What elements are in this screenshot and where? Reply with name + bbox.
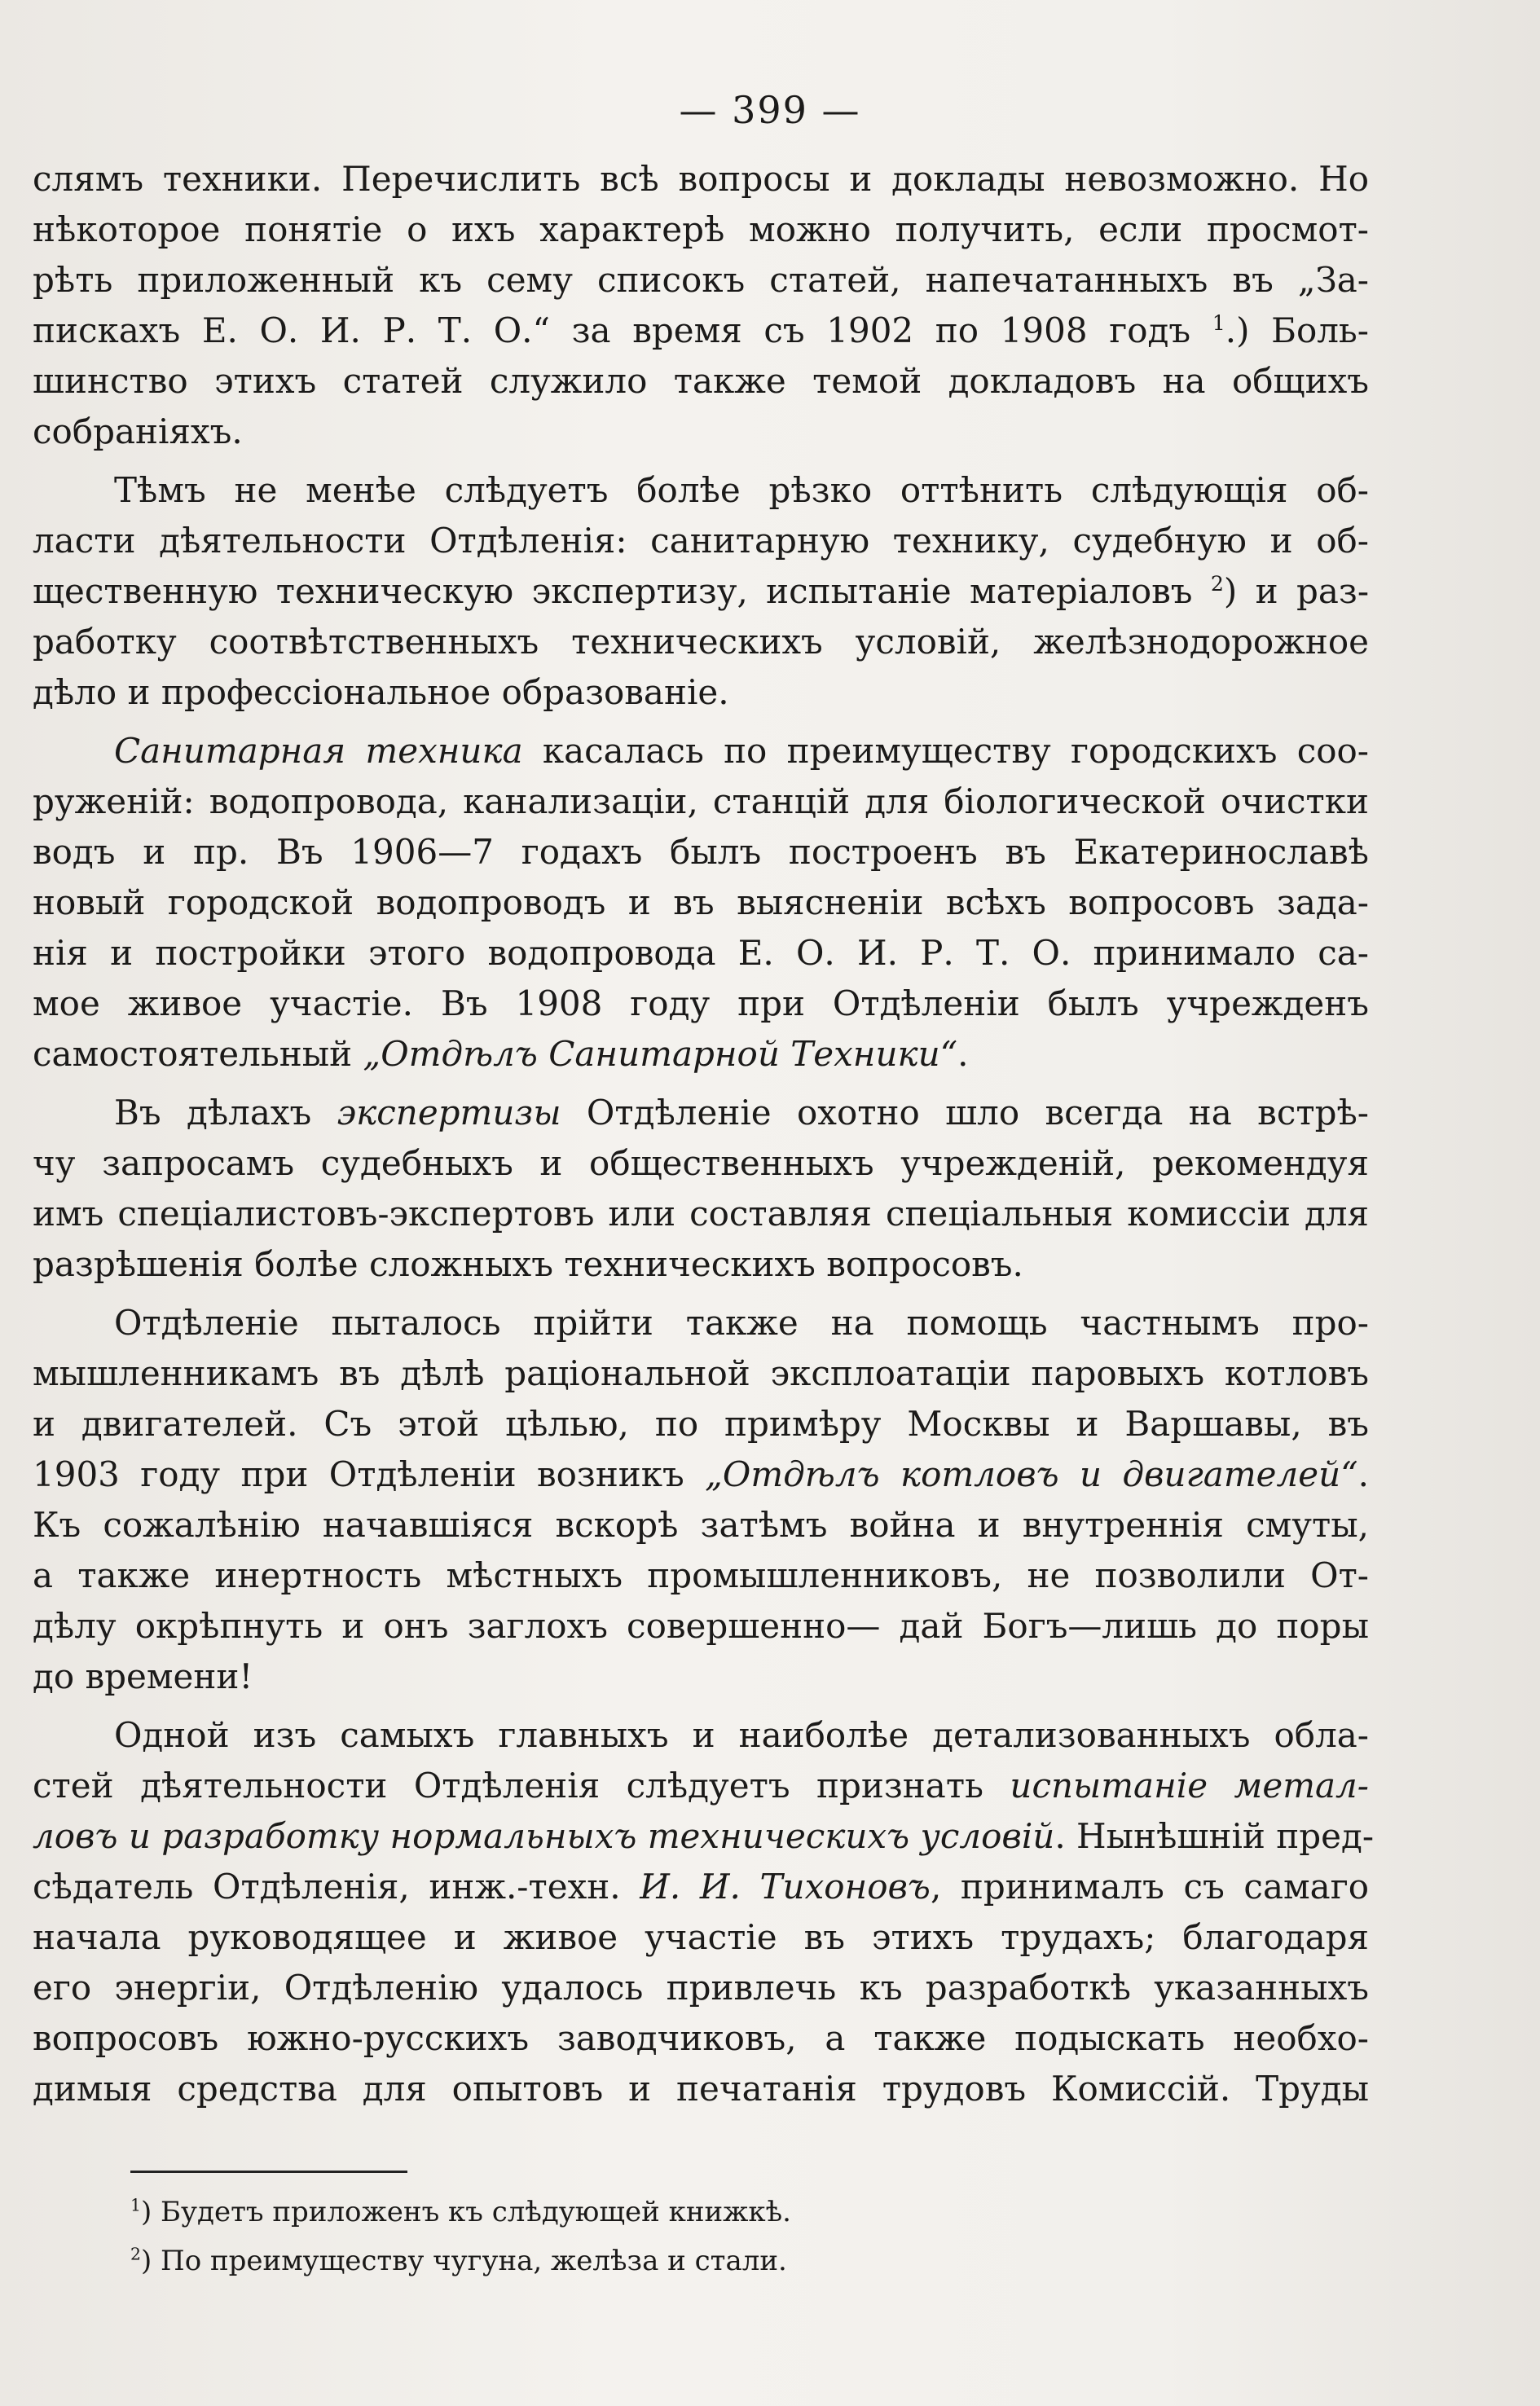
- text-line: нѣкоторое понятіе о ихъ характерѣ можно получить, если просмот-: [33, 209, 1369, 249]
- emphasis: ловъ и разработку нормальныхъ техническихъ условій: [33, 1816, 1055, 1856]
- text-line: 1903 году при Отдѣленіи возникъ „Отдѣлъ котловъ и двигателей“.: [33, 1454, 1370, 1494]
- emphasis: „Отдѣлъ котловъ и двигателей“: [705, 1454, 1358, 1494]
- text-line: имъ спеціалистовъ-экспертовъ или составляя спеціальныя комиссіи для: [33, 1194, 1369, 1234]
- text-line: дѣло и профессіональное образованіе.: [33, 672, 729, 712]
- text-line: работку соотвѣтственныхъ техническихъ условій, желѣзнодорожное: [33, 622, 1369, 662]
- text-line: щественную техническую экспертизу, испытаніе матеріаловъ $^2$) и раз-: [33, 571, 1370, 611]
- page-number: — 399 —: [679, 88, 861, 132]
- paragraph-start: Одной изъ самыхъ главныхъ и наиболѣе детализованныхъ обла-: [114, 1715, 1369, 1755]
- text-line: собраніяхъ.: [33, 411, 243, 451]
- paragraph-start: Отдѣленіе пыталось прійти также на помощь частнымъ про-: [114, 1303, 1369, 1343]
- text-line: рѣть приложенный къ сему списокъ статей, напечатанныхъ въ „За-: [33, 260, 1369, 300]
- text-line: чу запросамъ судебныхъ и общественныхъ учрежденій, рекомендуя: [33, 1143, 1369, 1183]
- text-line: начала руководящее и живое участіе въ этихъ трудахъ; благодаря: [33, 1917, 1369, 1957]
- text-line: мое живое участіе. Въ 1908 году при Отдѣленіи былъ учрежденъ: [33, 983, 1369, 1023]
- text-line: вопросовъ южно-русскихъ заводчиковъ, а также подыскать необхо-: [33, 2018, 1369, 2058]
- text-line: его энергіи, Отдѣленію удалось привлечь къ разработкѣ указанныхъ: [33, 1968, 1369, 2008]
- text-line: сѣдатель Отдѣленія, инж.-техн. И. И. Тихоновъ, принималъ съ самаго: [33, 1867, 1369, 1907]
- footnote-mark: 1: [130, 2195, 141, 2215]
- text-line: стей дѣятельности Отдѣленія слѣдуетъ признать испытаніе метал-: [33, 1766, 1369, 1806]
- paragraph-start: Санитарная техника касалась по преимуществу городскихъ соо-: [114, 731, 1369, 771]
- text-line: водъ и пр. Въ 1906—7 годахъ былъ построенъ въ Екатеринославѣ: [33, 832, 1369, 872]
- text-line: шинство этихъ статей служило также темой докладовъ на общихъ: [33, 361, 1369, 401]
- text-line: разрѣшенія болѣе сложныхъ техническихъ вопросовъ.: [33, 1244, 1023, 1284]
- text-line: новый городской водопроводъ и въ выясненіи всѣхъ вопросовъ зада-: [33, 882, 1369, 922]
- footnote: $^1$) Будетъ приложенъ къ слѣдующей книжкѣ.: [130, 2195, 791, 2228]
- footnote: $^2$) По преимуществу чугуна, желѣза и стали.: [130, 2244, 787, 2277]
- text-line: димыя средства для опытовъ и печатанія трудовъ Комиссій. Труды: [33, 2069, 1369, 2109]
- text-line: руженій: водопровода, канализаціи, станцій для біологической очистки: [33, 781, 1369, 821]
- text-line: мышленникамъ въ дѣлѣ раціональной эксплоатаціи паровыхъ котловъ: [33, 1353, 1369, 1393]
- text-line: ласти дѣятельности Отдѣленія: санитарную технику, судебную и об-: [33, 521, 1369, 561]
- emphasis: Санитарная техника: [114, 731, 523, 771]
- paragraph-start: Тѣмъ не менѣе слѣдуетъ болѣе рѣзко оттѣнить слѣдующія об-: [114, 470, 1369, 510]
- text-line: а также инертность мѣстныхъ промышленниковъ, не позволили От-: [33, 1555, 1369, 1595]
- text-line: Къ сожалѣнію начавшіяся вскорѣ затѣмъ война и внутреннія смуты,: [33, 1505, 1369, 1545]
- text-line: слямъ техники. Перечислить всѣ вопросы и доклады невозможно. Но: [33, 159, 1369, 199]
- footnote-ref: 1: [1212, 311, 1225, 335]
- paragraph-start: Въ дѣлахъ экспертизы Отдѣленіе охотно шло всегда на встрѣ-: [114, 1093, 1369, 1133]
- text-line: ловъ и разработку нормальныхъ техническихъ условій. Нынѣшній пред-: [33, 1816, 1375, 1856]
- footnote-ref: 2: [1210, 572, 1224, 596]
- text-line: дѣлу окрѣпнуть и онъ заглохъ совершенно— дай Богъ—лишь до поры: [33, 1606, 1369, 1646]
- text-line: самостоятельный „Отдѣлъ Санитарной Техники“.: [33, 1034, 969, 1074]
- emphasis: испытаніе метал-: [1010, 1766, 1369, 1806]
- text-line: нія и постройки этого водопровода Е. О. И. Р. Т. О. принимало са-: [33, 933, 1369, 973]
- emphasis: „Отдѣлъ Санитарной Техники“: [363, 1034, 958, 1074]
- text-line: пискахъ Е. О. И. Р. Т. О.“ за время съ 1902 по 1908 годъ $^1$.) Боль-: [33, 310, 1369, 350]
- person-name: И. И. Тихоновъ: [640, 1867, 931, 1907]
- text-line: до времени!: [33, 1656, 253, 1696]
- emphasis: экспертизы: [337, 1093, 561, 1133]
- footnote-divider: [130, 2171, 407, 2173]
- footnote-mark: 2: [130, 2244, 141, 2264]
- text-line: и двигателей. Съ этой цѣлью, по примѣру Москвы и Варшавы, въ: [33, 1404, 1369, 1444]
